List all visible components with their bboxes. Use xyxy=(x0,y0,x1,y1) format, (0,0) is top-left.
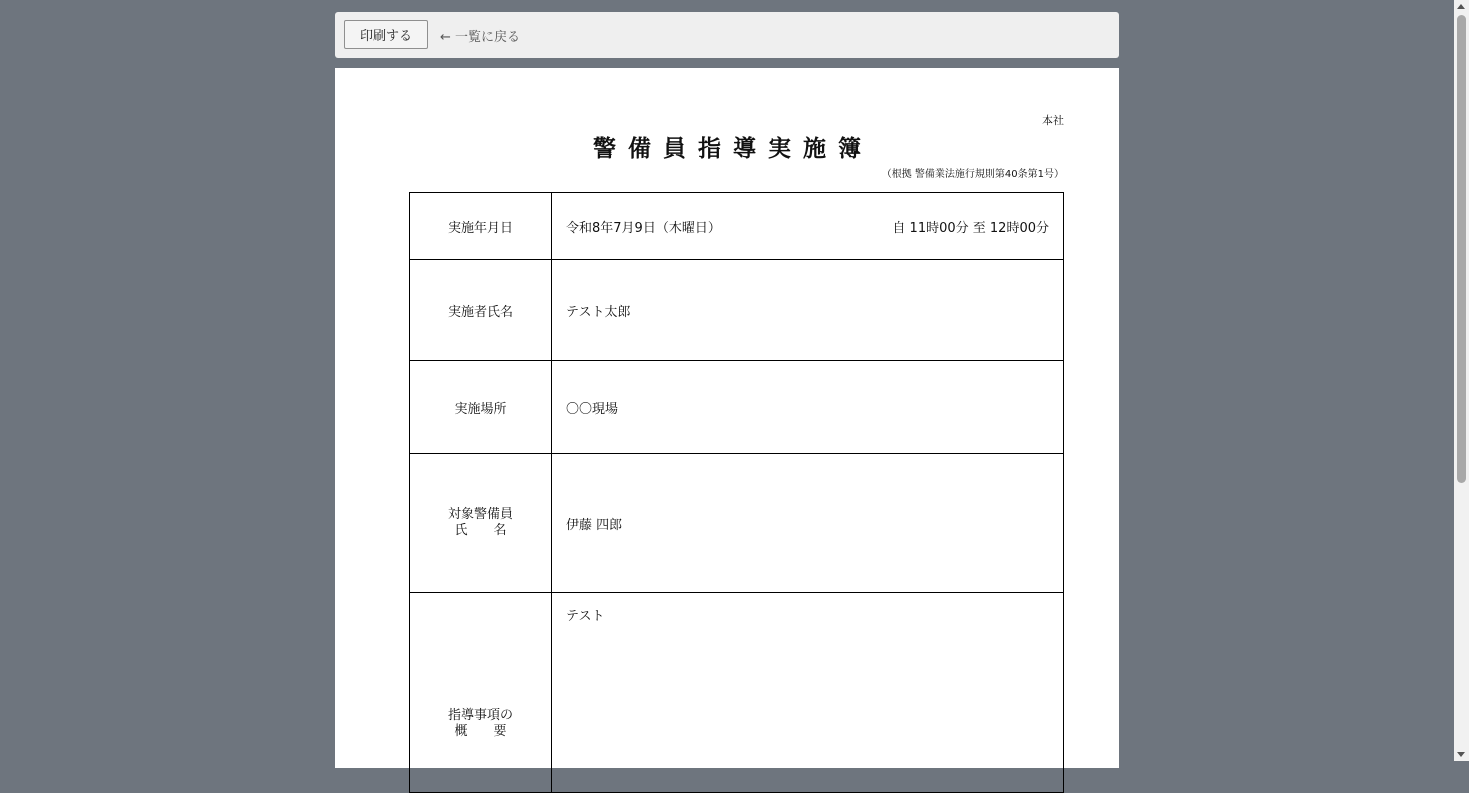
branch-name: 本社 xyxy=(1042,114,1064,127)
scroll-thumb[interactable] xyxy=(1457,15,1466,483)
implementer-label: 実施者氏名 xyxy=(410,260,552,361)
implementer-value: テスト太郎 xyxy=(552,260,1064,361)
target-row xyxy=(410,454,1064,593)
target-label-line2: 氏 名 xyxy=(454,523,507,538)
target-value: 伊藤 四郎 xyxy=(552,454,1064,593)
summary-value: テスト xyxy=(552,593,1064,793)
document-page xyxy=(335,68,1119,768)
date-label: 実施年月日 xyxy=(410,193,552,260)
document-title: 警備員指導実施簿 xyxy=(593,136,873,162)
place-value: 〇〇現場 xyxy=(552,361,1064,454)
date-row xyxy=(410,193,1064,260)
place-label: 実施場所 xyxy=(410,361,552,454)
toolbar xyxy=(335,12,1119,58)
summary-label-line1: 指導事項の xyxy=(447,708,513,723)
guidance-record-table xyxy=(409,192,1064,793)
implementer-row xyxy=(410,260,1064,361)
summary-label-line2: 概 要 xyxy=(454,724,507,739)
legal-basis: （根拠 警備業法施行規則第40条第1号） xyxy=(881,169,1064,180)
vertical-scrollbar[interactable] xyxy=(1454,0,1469,761)
time-range: 自 11時00分 至 12時00分 xyxy=(892,220,1049,236)
place-row xyxy=(410,361,1064,454)
back-to-list-link[interactable]: ← 一覧に戻る xyxy=(440,30,521,45)
date-cell xyxy=(552,193,1064,260)
scroll-up-arrow-icon[interactable] xyxy=(1457,4,1465,9)
summary-row xyxy=(410,593,1064,793)
print-button[interactable]: 印刷する xyxy=(344,20,428,49)
scroll-down-arrow-icon[interactable] xyxy=(1457,752,1465,757)
target-label-line1: 対象警備員 xyxy=(447,507,513,522)
date-value: 令和8年7月9日（木曜日） xyxy=(566,220,721,236)
target-label xyxy=(410,454,552,593)
summary-label xyxy=(410,593,552,793)
